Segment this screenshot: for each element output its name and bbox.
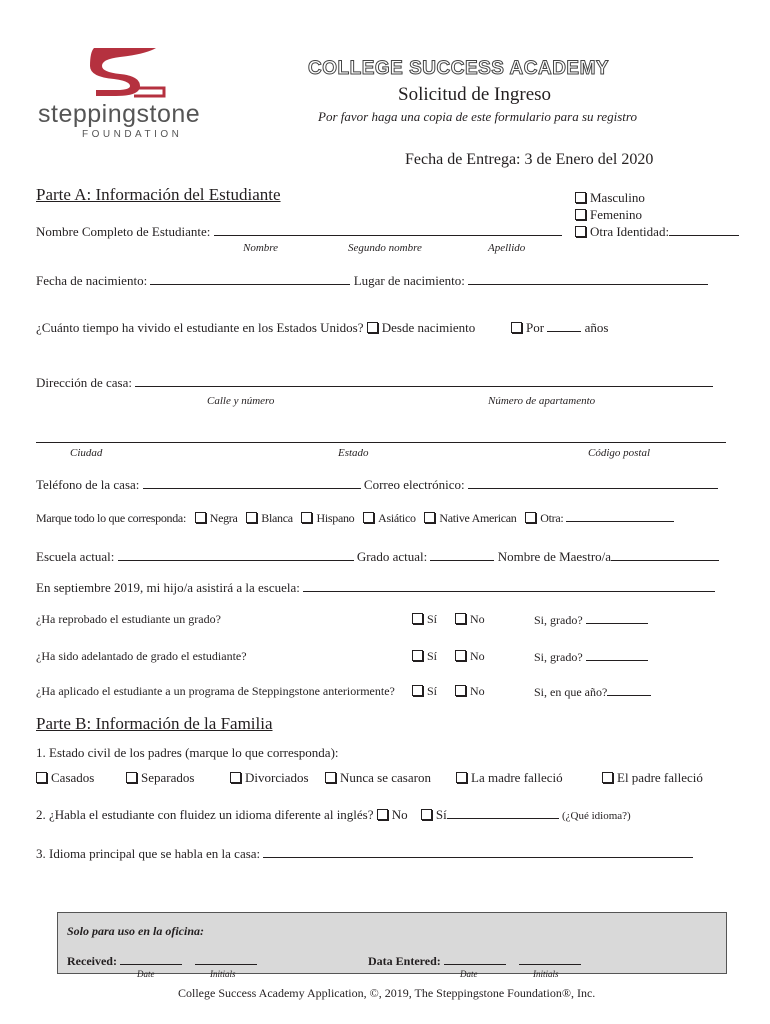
checkbox-icon[interactable] xyxy=(525,512,536,523)
student-name-field[interactable] xyxy=(214,224,562,236)
name-part-last: Apellido xyxy=(488,242,526,254)
form-title: Solicitud de Ingreso xyxy=(398,84,552,105)
other-language-field[interactable] xyxy=(447,807,559,819)
q2-yes[interactable]: Sí xyxy=(412,649,437,664)
q1-no[interactable]: No xyxy=(455,612,485,627)
gender-female[interactable]: Femenino xyxy=(575,207,642,223)
entered-date-hint: Date xyxy=(460,969,478,979)
marital-never-married[interactable]: Nunca se casaron xyxy=(325,770,431,786)
september-school-field[interactable] xyxy=(303,580,715,592)
grade-field[interactable] xyxy=(430,549,494,561)
logo-foundation: FOUNDATION xyxy=(82,129,183,140)
race-other-field[interactable] xyxy=(566,510,674,522)
logo-book-icon xyxy=(80,44,170,100)
marital-separated[interactable]: Separados xyxy=(126,770,194,786)
checkbox-icon[interactable] xyxy=(195,512,206,523)
marital-question: 1. Estado civil de los padres (marque lo que corresponda): xyxy=(36,745,339,760)
checkbox-icon[interactable] xyxy=(456,772,467,783)
name-part-first: Nombre xyxy=(243,242,279,254)
q2-grade-field[interactable] xyxy=(586,649,648,661)
checkbox-icon[interactable] xyxy=(455,613,466,624)
checkbox-icon[interactable] xyxy=(36,772,47,783)
entered-date-field[interactable] xyxy=(444,953,506,965)
contact-row: Teléfono de la casa: Correo electrónico: xyxy=(36,477,718,493)
q1-yes[interactable]: Sí xyxy=(412,612,437,627)
student-name-row: Nombre Completo de Estudiante: xyxy=(36,224,562,240)
us-time-question: ¿Cuánto tiempo ha vivido el estudiante en los Estados Unidos? Desde nacimiento xyxy=(36,320,476,335)
email-field[interactable] xyxy=(468,477,718,489)
race-row: Marque todo lo que corresponda: Negra Blanca Hispano Asiático Native American Otra: xyxy=(36,510,674,526)
september-row: En septiembre 2019, mi hijo/a asistirá a la escuela: xyxy=(36,580,715,596)
marital-mother-deceased[interactable]: La madre falleció xyxy=(456,770,563,786)
checkbox-icon[interactable] xyxy=(575,209,586,220)
checkbox-icon[interactable] xyxy=(367,322,378,333)
school-field[interactable] xyxy=(118,549,354,561)
checkbox-icon[interactable] xyxy=(575,226,586,237)
checkbox-icon[interactable] xyxy=(575,192,586,203)
checkbox-icon[interactable] xyxy=(246,512,257,523)
dob-row: Fecha de nacimiento: Lugar de nacimiento: xyxy=(36,273,708,289)
received-initials-field[interactable] xyxy=(195,953,257,965)
address-row: Dirección de casa: xyxy=(36,375,713,391)
q-applied-before: ¿Ha aplicado el estudiante a un programa de Steppingstone anteriormente? xyxy=(36,684,395,698)
checkbox-icon[interactable] xyxy=(455,650,466,661)
gender-other-field[interactable] xyxy=(669,224,739,236)
entered-initials-field[interactable] xyxy=(519,953,581,965)
apt-hint: Número de apartamento xyxy=(488,395,596,407)
home-language-row: 3. Idioma principal que se habla en la casa: xyxy=(36,846,693,862)
marital-father-deceased[interactable]: El padre falleció xyxy=(602,770,703,786)
q-advanced-grade: ¿Ha sido adelantado de grado el estudiante? xyxy=(36,649,247,663)
checkbox-icon[interactable] xyxy=(301,512,312,523)
received-date-field[interactable] xyxy=(120,953,182,965)
marital-divorced[interactable]: Divorciados xyxy=(230,770,309,786)
checkbox-icon[interactable] xyxy=(126,772,137,783)
q3-yes[interactable]: Sí xyxy=(412,684,437,699)
zip-hint: Código postal xyxy=(588,447,651,459)
name-part-middle: Segundo nombre xyxy=(348,242,422,254)
gender-other[interactable]: Otra Identidad: xyxy=(575,224,739,240)
checkbox-icon[interactable] xyxy=(424,512,435,523)
city-state-zip-field[interactable] xyxy=(36,432,726,443)
other-language-question: 2. ¿Habla el estudiante con fluidez un idioma diferente al inglés? No Sí (¿Qué idioma?) xyxy=(36,807,631,822)
checkbox-icon[interactable] xyxy=(325,772,336,783)
teacher-field[interactable] xyxy=(611,549,719,561)
checkbox-icon[interactable] xyxy=(455,685,466,696)
checkbox-icon[interactable] xyxy=(412,650,423,661)
part-a-heading: Parte A: Información del Estudiante xyxy=(36,185,281,204)
part-b-heading: Parte B: Información de la Familia xyxy=(36,714,273,733)
gender-male[interactable]: Masculino xyxy=(575,190,645,206)
logo-name: steppingstone xyxy=(38,100,201,128)
checkbox-icon[interactable] xyxy=(363,512,374,523)
footer: College Success Academy Application, ©, 2019, The Steppingstone Foundation®, Inc. xyxy=(178,986,596,1000)
checkbox-icon[interactable] xyxy=(421,809,432,820)
office-received-row: Received: xyxy=(67,953,257,969)
received-initials-hint: Initials xyxy=(210,969,236,979)
academy-title: COLLEGE SUCCESS ACADEMY xyxy=(308,58,610,79)
address-field[interactable] xyxy=(135,375,713,387)
home-language-field[interactable] xyxy=(263,846,693,858)
checkbox-icon[interactable] xyxy=(377,809,388,820)
q2-no[interactable]: No xyxy=(455,649,485,664)
office-title: Solo para uso en la oficina: xyxy=(67,924,205,938)
school-row: Escuela actual: Grado actual: Nombre de Maestro/a xyxy=(36,549,719,565)
us-time-years: Por años xyxy=(511,320,608,336)
office-data-entered-row: Data Entered: xyxy=(368,953,581,969)
due-date: Fecha de Entrega: 3 de Enero del 2020 xyxy=(405,151,654,168)
q2-followup: Si, grado? xyxy=(534,649,648,665)
checkbox-icon[interactable] xyxy=(602,772,613,783)
q-failed-grade: ¿Ha reprobado el estudiante un grado? xyxy=(36,612,221,626)
phone-field[interactable] xyxy=(143,477,361,489)
entered-initials-hint: Initials xyxy=(533,969,559,979)
years-field[interactable] xyxy=(547,320,581,332)
marital-married[interactable]: Casados xyxy=(36,770,94,786)
q1-grade-field[interactable] xyxy=(586,612,648,624)
checkbox-icon[interactable] xyxy=(511,322,522,333)
street-hint: Calle y número xyxy=(207,395,275,407)
birthplace-field[interactable] xyxy=(468,273,708,285)
q1-followup: Si, grado? xyxy=(534,612,648,628)
q3-year-field[interactable] xyxy=(607,684,651,696)
q3-no[interactable]: No xyxy=(455,684,485,699)
city-hint: Ciudad xyxy=(70,447,103,459)
dob-field[interactable] xyxy=(150,273,350,285)
checkbox-icon[interactable] xyxy=(230,772,241,783)
checkbox-icon[interactable] xyxy=(412,685,423,696)
state-hint: Estado xyxy=(338,447,369,459)
checkbox-icon[interactable] xyxy=(412,613,423,624)
form-subtitle: Por favor haga una copia de este formulario para su registro xyxy=(318,109,637,124)
received-date-hint: Date xyxy=(137,969,155,979)
q3-followup: Si, en que año? xyxy=(534,684,651,700)
